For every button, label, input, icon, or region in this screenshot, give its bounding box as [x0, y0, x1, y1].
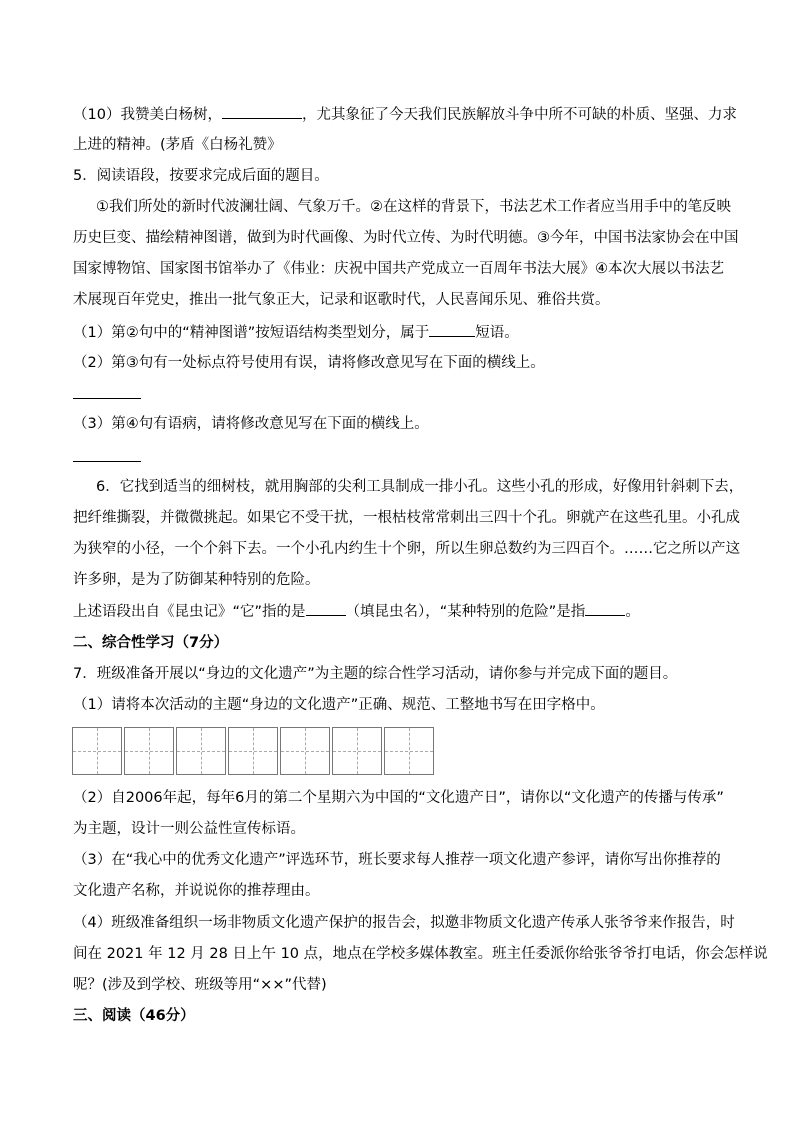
q7-sub2-line: 为主题，设计一则公益性宣传标语。 — [73, 821, 305, 837]
q7-sub4-line: （4）班级准备组织一场非物质文化遗产保护的报告会，拟邀非物质文化遗产传承人张爷爷来作报告，时 — [73, 915, 735, 931]
tianzige-cell[interactable] — [72, 727, 122, 775]
q7-sub3-line: 文化遗产名称，并说说你的推荐理由。 — [73, 883, 320, 899]
q5-sub2: （2）第③句有一处标点符号使用有误，请将修改意见写在下面的横线上。 — [73, 355, 545, 371]
q7-sub4-line: 间在 2021 年 12 月 28 日上午 10 点，地点在学校多媒体教室。班主任委派你给张爷爷打电话，你会怎样说 — [73, 946, 768, 962]
q5-passage-line: 术展现百年党史，推出一批气象正大，记录和讴歌时代，人民喜闻乐见、雅俗共赏。 — [73, 292, 610, 308]
q5-passage-line: ①我们所处的新时代波澜壮阔、气象万千。②在这样的背景下，书法艺术工作者应当用手中的笔反映 — [96, 199, 731, 215]
q6-question: 上述语段出自《昆虫记》“它”指的是 （填昆虫名），“某种特别的危险”是指 。 — [73, 601, 640, 622]
q6-passage-line: 6．它找到适当的细树枝，就用胸部的尖利工具制成一排小孔。这些小孔的形成，好像用针斜刺下去， — [96, 479, 744, 495]
answer-line[interactable] — [73, 398, 141, 399]
q5-passage-line: 国家博物馆、国家图书馆举办了《伟业：庆祝中国共产党成立一百周年书法大展》④本次大展以书法艺 — [73, 261, 724, 277]
q7-title: 7．班级准备开展以“身边的文化遗产”为主题的综合性学习活动，请你参与并完成下面的题目。 — [73, 666, 678, 682]
answer-blank[interactable] — [222, 104, 302, 119]
q7-sub3-line: （3）在“我心中的优秀文化遗产”评选环节，班长要求每人推荐一项文化遗产参评，请你写出你推荐的 — [73, 852, 721, 868]
q10-line-2: 上进的精神。(茅盾《白杨礼赞》 — [73, 137, 282, 153]
tianzige-grid — [72, 727, 434, 775]
q6-passage-line: 许多卵，是为了防御某种特别的危险。 — [73, 572, 320, 588]
tianzige-cell[interactable] — [124, 727, 174, 775]
tianzige-cell[interactable] — [228, 727, 278, 775]
q5-title: 5．阅读语段，按要求完成后面的题目。 — [73, 168, 329, 184]
tianzige-cell[interactable] — [176, 727, 226, 775]
answer-blank[interactable] — [585, 601, 625, 616]
q10-line-1: （10）我赞美白杨树， ，尤其象征了今天我们民族解放斗争中所不可缺的朴质、坚强、力求 — [73, 104, 737, 125]
q7-sub4-line: 呢？(涉及到学校、班级等用“××”代替) — [73, 977, 327, 993]
answer-blank[interactable] — [306, 601, 346, 616]
q5-sub3: （3）第④句有语病，请将修改意见写在下面的横线上。 — [73, 416, 429, 432]
q5-sub1: （1）第②句中的“精神图谱”按短语结构类型划分，属于 短语。 — [73, 322, 519, 343]
section-2-heading: 二、综合性学习（7分） — [73, 635, 229, 651]
q7-sub1: （1）请将本次活动的主题“身边的文化遗产”正确、规范、工整地书写在田字格中。 — [73, 697, 605, 713]
answer-line[interactable] — [73, 461, 141, 462]
answer-blank[interactable] — [429, 322, 475, 337]
q7-sub2-line: （2）自2006年起，每年6月的第二个星期六为中国的“文化遗产日”，请你以“文化遗产的传播与传承” — [73, 790, 724, 806]
q5-passage-line: 历史巨变、描绘精神图谱，做到为时代画像、为时代立传、为时代明德。③今年，中国书法家协会在中国 — [73, 230, 739, 246]
tianzige-cell[interactable] — [384, 727, 434, 775]
q6-passage-line: 为狭窄的小径，一个个斜下去。一个小孔内约生十个卵，所以生卵总数约为三四百个。……它之所以产这 — [73, 541, 740, 557]
tianzige-cell[interactable] — [280, 727, 330, 775]
tianzige-cell[interactable] — [332, 727, 382, 775]
q6-passage-line: 把纤维撕裂，并微微挑起。如果它不受干扰，一根枯枝常常刺出三四十个孔。卵就产在这些孔里。小孔成 — [73, 510, 740, 526]
section-3-heading: 三、阅读（46分） — [73, 1008, 195, 1024]
